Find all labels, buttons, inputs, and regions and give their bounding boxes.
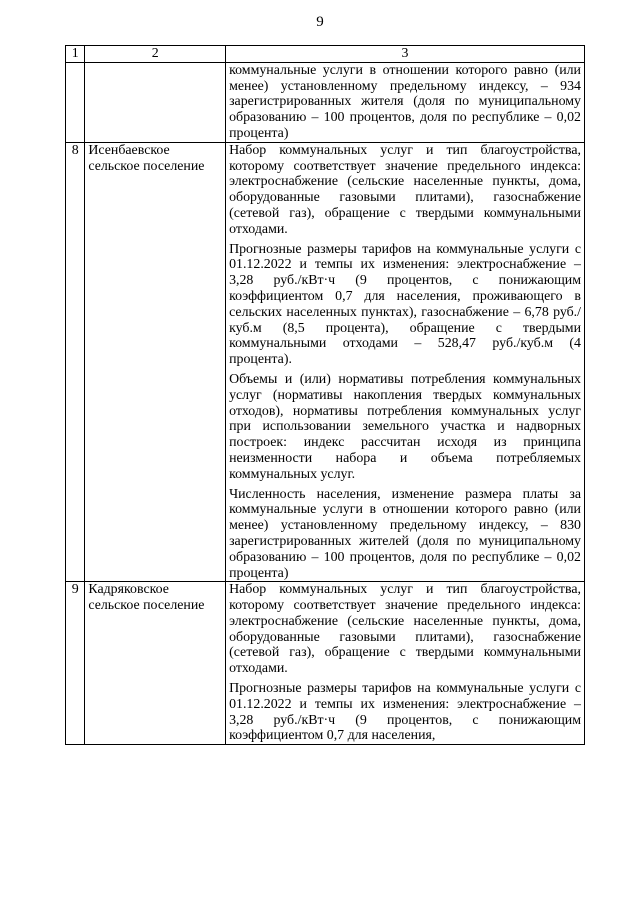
settlement-name [85,62,226,142]
paragraph: коммунальные услуги в отношении которого равно (или менее) установленному предельному индексу, – 934 зарегистрированных жителя (доля по муниципальному образованию – 100 процентов, доля по республике – 0,02 процента) [229,62,581,141]
settlement-name: Исенбаевское сельское поселение [85,142,226,582]
row-description [226,582,585,745]
paragraph: Объемы и (или) нормативы потребления коммунальных услуг (нормативы накопления твердых коммунальных отходов), нормативы потребления коммунальных услуг при использовании земельного участка и надворных построек: индекс рассчитан исходя из принципа неизменности набора и объема потребляемых коммунальных услуг. [229,371,581,482]
row-description [226,62,585,142]
paragraph: Прогнозные размеры тарифов на коммунальные услуги с 01.12.2022 и темпы их изменения: электроснабжение – 3,28 руб./кВт·ч (9 процентов, с понижающим коэффициентом 0,7 для населения, проживающего в сельских населенных пунктах), газоснабжение – 6,78 руб./куб.м (8,5 процента), обращение с твердыми коммунальными отходами – 528,47 руб./куб.м (4 процента). [229,241,581,368]
paragraph: Численность населения, изменение размера платы за коммунальные услуги в отношении которого равно (или менее) установленному предельному индексу, – 830 зарегистрированных жителей (доля по муниципальному образованию – 100 процентов, доля по республике – 0,02 процента) [229,486,581,581]
table-header-row [66,46,585,63]
paragraph: Прогнозные размеры тарифов на коммунальные услуги с 01.12.2022 и темпы их изменения: электроснабжение – 3,28 руб./кВт·ч (9 процентов, с понижающим коэффициентом 0,7 для населения, [229,681,581,744]
row-number: 9 [66,582,85,745]
table-row [66,142,585,582]
table-row [66,582,585,745]
row-number [66,62,85,142]
row-description [226,142,585,582]
header-col-2: 2 [85,46,226,63]
settlement-name: Кадряковское сельское поселение [85,582,226,745]
tariff-table [65,45,585,745]
paragraph: Набор коммунальных услуг и тип благоустройства, которому соответствует значение предельного индекса: электроснабжение (сельские населенные пункты, дома, оборудованные газовыми плитами), газоснабжение (сетевой газ), обращение с твердыми коммунальными отходами. [229,142,581,237]
row-number: 8 [66,142,85,582]
paragraph: Набор коммунальных услуг и тип благоустройства, которому соответствует значение предельного индекса: электроснабжение (сельские населенные пункты, дома, оборудованные газовыми плитами), газоснабжение (сетевой газ), обращение с твердыми коммунальными отходами. [229,582,581,677]
table-row [66,62,585,142]
header-col-1: 1 [66,46,85,63]
page-number: 9 [316,14,324,30]
header-col-3: 3 [226,46,585,63]
